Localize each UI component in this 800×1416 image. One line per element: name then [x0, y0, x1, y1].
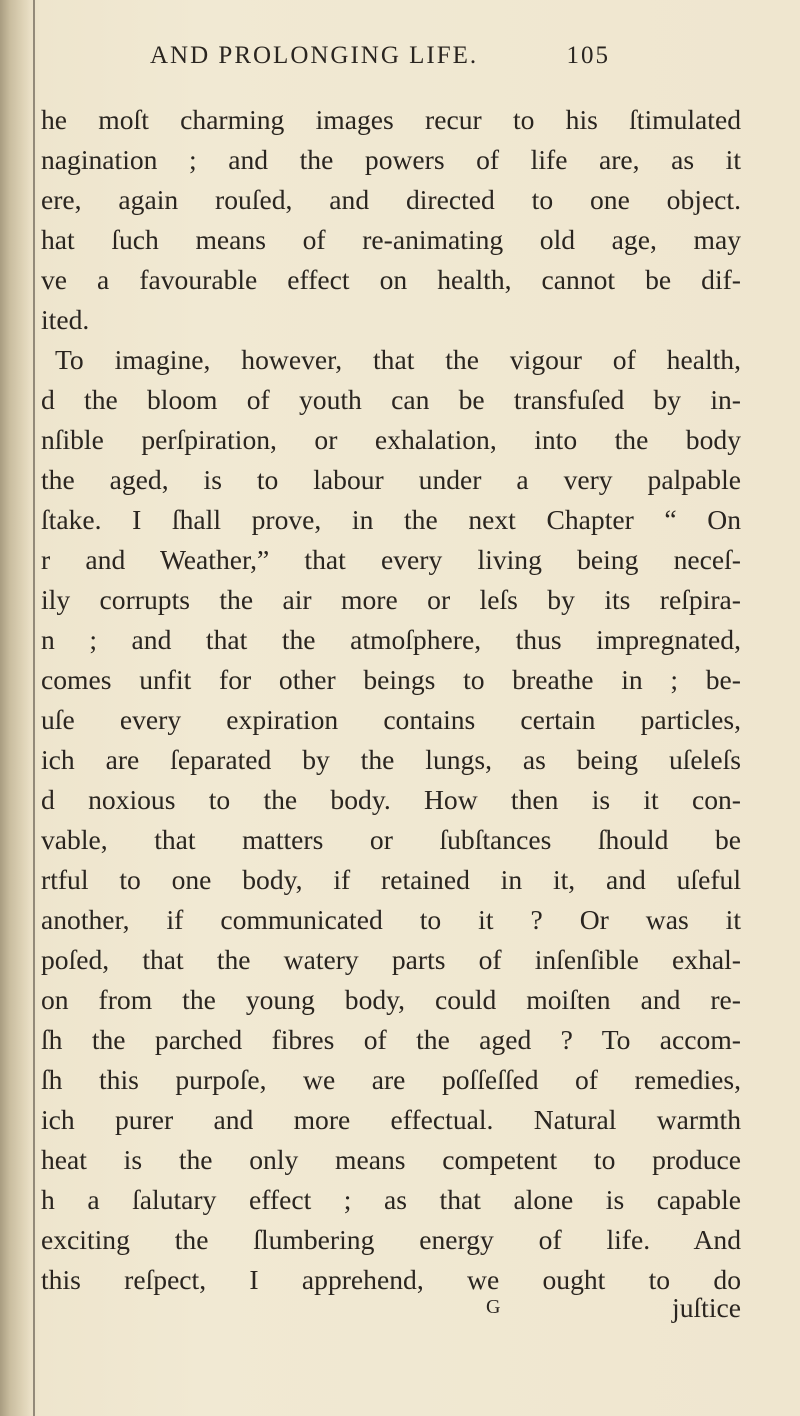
- text-line: ich purer and more effectual. Natural warmth: [41, 1104, 741, 1135]
- text-line: ich are ſeparated by the lungs, as being uſeleſs: [41, 744, 741, 775]
- catchword: juſtice: [672, 1292, 741, 1323]
- page-footer: [41, 1292, 741, 1332]
- text-line: nſible perſpiration, or exhalation, into the body: [41, 424, 741, 455]
- text-line: on from the young body, could moiſten and re-: [41, 984, 741, 1015]
- text-line: another, if communicated to it ? Or was it: [41, 904, 741, 935]
- signature-mark: G: [486, 1296, 501, 1318]
- text-line: ſh this purpoſe, we are poſſeſſed of remedies,: [41, 1064, 741, 1095]
- page-number: 105: [566, 42, 610, 69]
- page-gutter: [0, 0, 30, 1416]
- text-line: ſtake. I ſhall prove, in the next Chapter “ On: [41, 504, 741, 535]
- text-line: ve a favourable effect on health, cannot be dif-: [41, 264, 741, 295]
- text-line: n ; and that the atmoſphere, thus impregnated,: [41, 624, 741, 655]
- text-line: the aged, is to labour under a very palpable: [41, 464, 741, 495]
- text-line: uſe every expiration contains certain particles,: [41, 704, 741, 735]
- text-line: ily corrupts the air more or leſs by its reſpira-: [41, 584, 741, 615]
- text-line: poſed, that the watery parts of inſenſible exhal-: [41, 944, 741, 975]
- text-line: ſh the parched fibres of the aged ? To accom-: [41, 1024, 741, 1055]
- text-line: To imagine, however, that the vigour of health,: [55, 344, 741, 375]
- text-line: r and Weather,” that every living being neceſ-: [41, 544, 741, 575]
- text-line: vable, that matters or ſubſtances ſhould be: [41, 824, 741, 855]
- text-line: hat ſuch means of re-animating old age, may: [41, 224, 741, 255]
- text-line: heat is the only means competent to produce: [41, 1144, 741, 1175]
- text-line: nagination ; and the powers of life are, as it: [41, 144, 741, 175]
- body-text: [41, 100, 741, 1300]
- text-line: d the bloom of youth can be transfuſed by in-: [41, 384, 741, 415]
- text-line: this reſpect, I apprehend, we ought to do: [41, 1264, 741, 1295]
- gutter-shadow-line: [33, 0, 35, 1416]
- text-line: h a ſalutary effect ; as that alone is capable: [41, 1184, 741, 1215]
- running-head: AND PROLONGING LIFE.: [150, 42, 479, 69]
- text-line: he moſt charming images recur to his ſtimulated: [41, 104, 741, 135]
- text-line: ere, again rouſed, and directed to one object.: [41, 184, 741, 215]
- text-line: comes unfit for other beings to breathe in ; be-: [41, 664, 741, 695]
- page-header: [150, 42, 610, 86]
- text-line: exciting the ſlumbering energy of life. And: [41, 1224, 741, 1255]
- text-line: ited.: [41, 304, 90, 335]
- text-line: rtful to one body, if retained in it, and uſeful: [41, 864, 741, 895]
- text-line: d noxious to the body. How then is it con-: [41, 784, 741, 815]
